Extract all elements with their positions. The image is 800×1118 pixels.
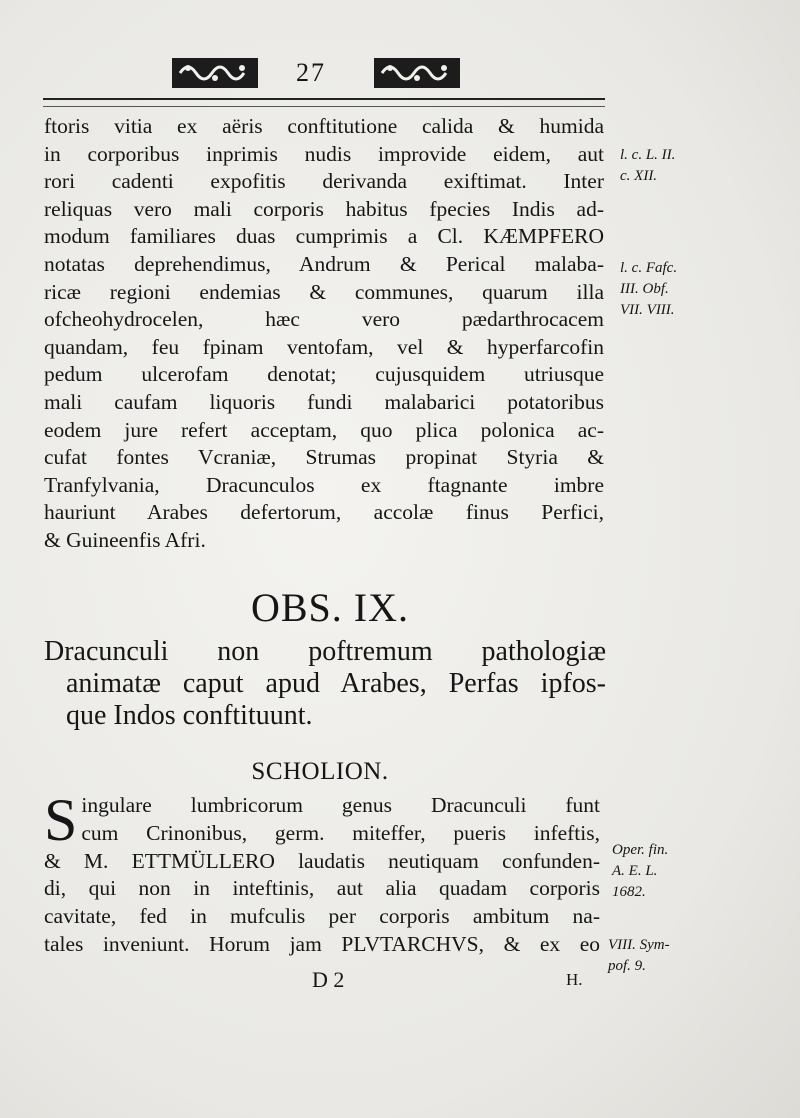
text-line: & M. ETTMÜLLERO laudatis neutiquam confunden- [44,848,600,873]
text-line: ingulare lumbricorum genus Dracunculi funt [81,793,600,817]
scholion-heading: SCHOLION. [251,758,389,785]
text-line: quandam, feu fpinam ventofam, vel & hyperfarcofin [44,334,604,359]
margin-note-line: A. E. L. [612,863,658,879]
page-footer [0,967,800,997]
margin-note-2 [620,258,677,321]
catchword: H. [566,970,583,989]
text-line: ricæ regioni endemias & communes, quarum illa [44,279,604,304]
margin-note-3 [612,840,668,903]
text-line: di, qui non in inteftinis, aut alia quadam corporis [44,876,600,901]
text-line: notatas deprehendimus, Andrum & Perical malaba- [44,251,604,276]
text-line: ofcheohydrocelen, hæc vero pædarthrocacem [44,307,604,332]
page-number: 27 [296,58,326,87]
scholion-paragraph [44,787,600,959]
text-line: eodem jure refert acceptam, quo plica polonica ac- [44,417,604,442]
text-line: pedum ulcerofam denotat; cujusquidem utriusque [44,362,604,387]
text-line: hauriunt Arabes defertorum, accolæ finus Perfici, [44,500,604,525]
text-line: rori cadenti expofitis derivanda exiftimat. Inter [44,169,604,194]
text-line: cavitate, fed in mufculis per corporis ambitum na- [44,904,600,929]
margin-note-line: pof. 9. [608,958,646,974]
body-paragraph [44,113,604,555]
text-line: Tranfylvania, Dracunculos ex ftagnante imbre [44,472,604,497]
text-line: modum familiares duas cumprimis a Cl. KÆMPFERO [44,224,604,249]
signature-mark: D 2 [312,967,345,992]
text-line: que Indos conftituunt. [66,700,313,731]
left-ornament-icon [170,56,260,90]
text-line: in corporibus inprimis nudis improvide eidem, aut [44,141,604,166]
text-line: animatæ caput apud Arabes, Perfas ipfos- [66,668,606,699]
margin-note-line: c. XII. [620,168,658,184]
margin-note-line: Oper. fin. [612,842,669,858]
text-line: ftoris vitia ex aëris conftitutione calida & humida [44,114,604,138]
page-header [0,52,800,98]
margin-note-line: l. c. L. II. [620,147,676,163]
observation-heading: OBS. IX. [250,585,410,630]
text-line: mali caufam liquoris fundi malabarici potatoribus [44,389,604,414]
text-line: Dracunculi non poftremum pathologiæ [44,636,606,667]
margin-note-1 [620,145,675,187]
text-line: tales inveniunt. Horum jam PLVTARCHVS, & ex eo [44,931,600,956]
text-line: & Guineenfis Afri. [44,527,206,552]
text-line: reliquas vero mali corporis habitus fpecies Indis ad- [44,196,604,221]
observation-text [44,636,606,732]
text-line: cum Crinonibus, germ. miteffer, pueris infeftis, [81,820,600,845]
margin-note-line: III. Obf. [620,281,669,297]
margin-note-line: VII. VIII. [620,302,675,318]
margin-note-line: VIII. Sym- [608,937,670,953]
text-line: cufat fontes Vcraniæ, Strumas propinat Styria & [44,445,604,470]
header-rule [43,98,605,107]
drop-cap: S [44,787,78,853]
margin-note-line: l. c. Fafc. [620,260,678,276]
right-ornament-icon [372,56,462,90]
margin-note-line: 1682. [612,884,646,900]
